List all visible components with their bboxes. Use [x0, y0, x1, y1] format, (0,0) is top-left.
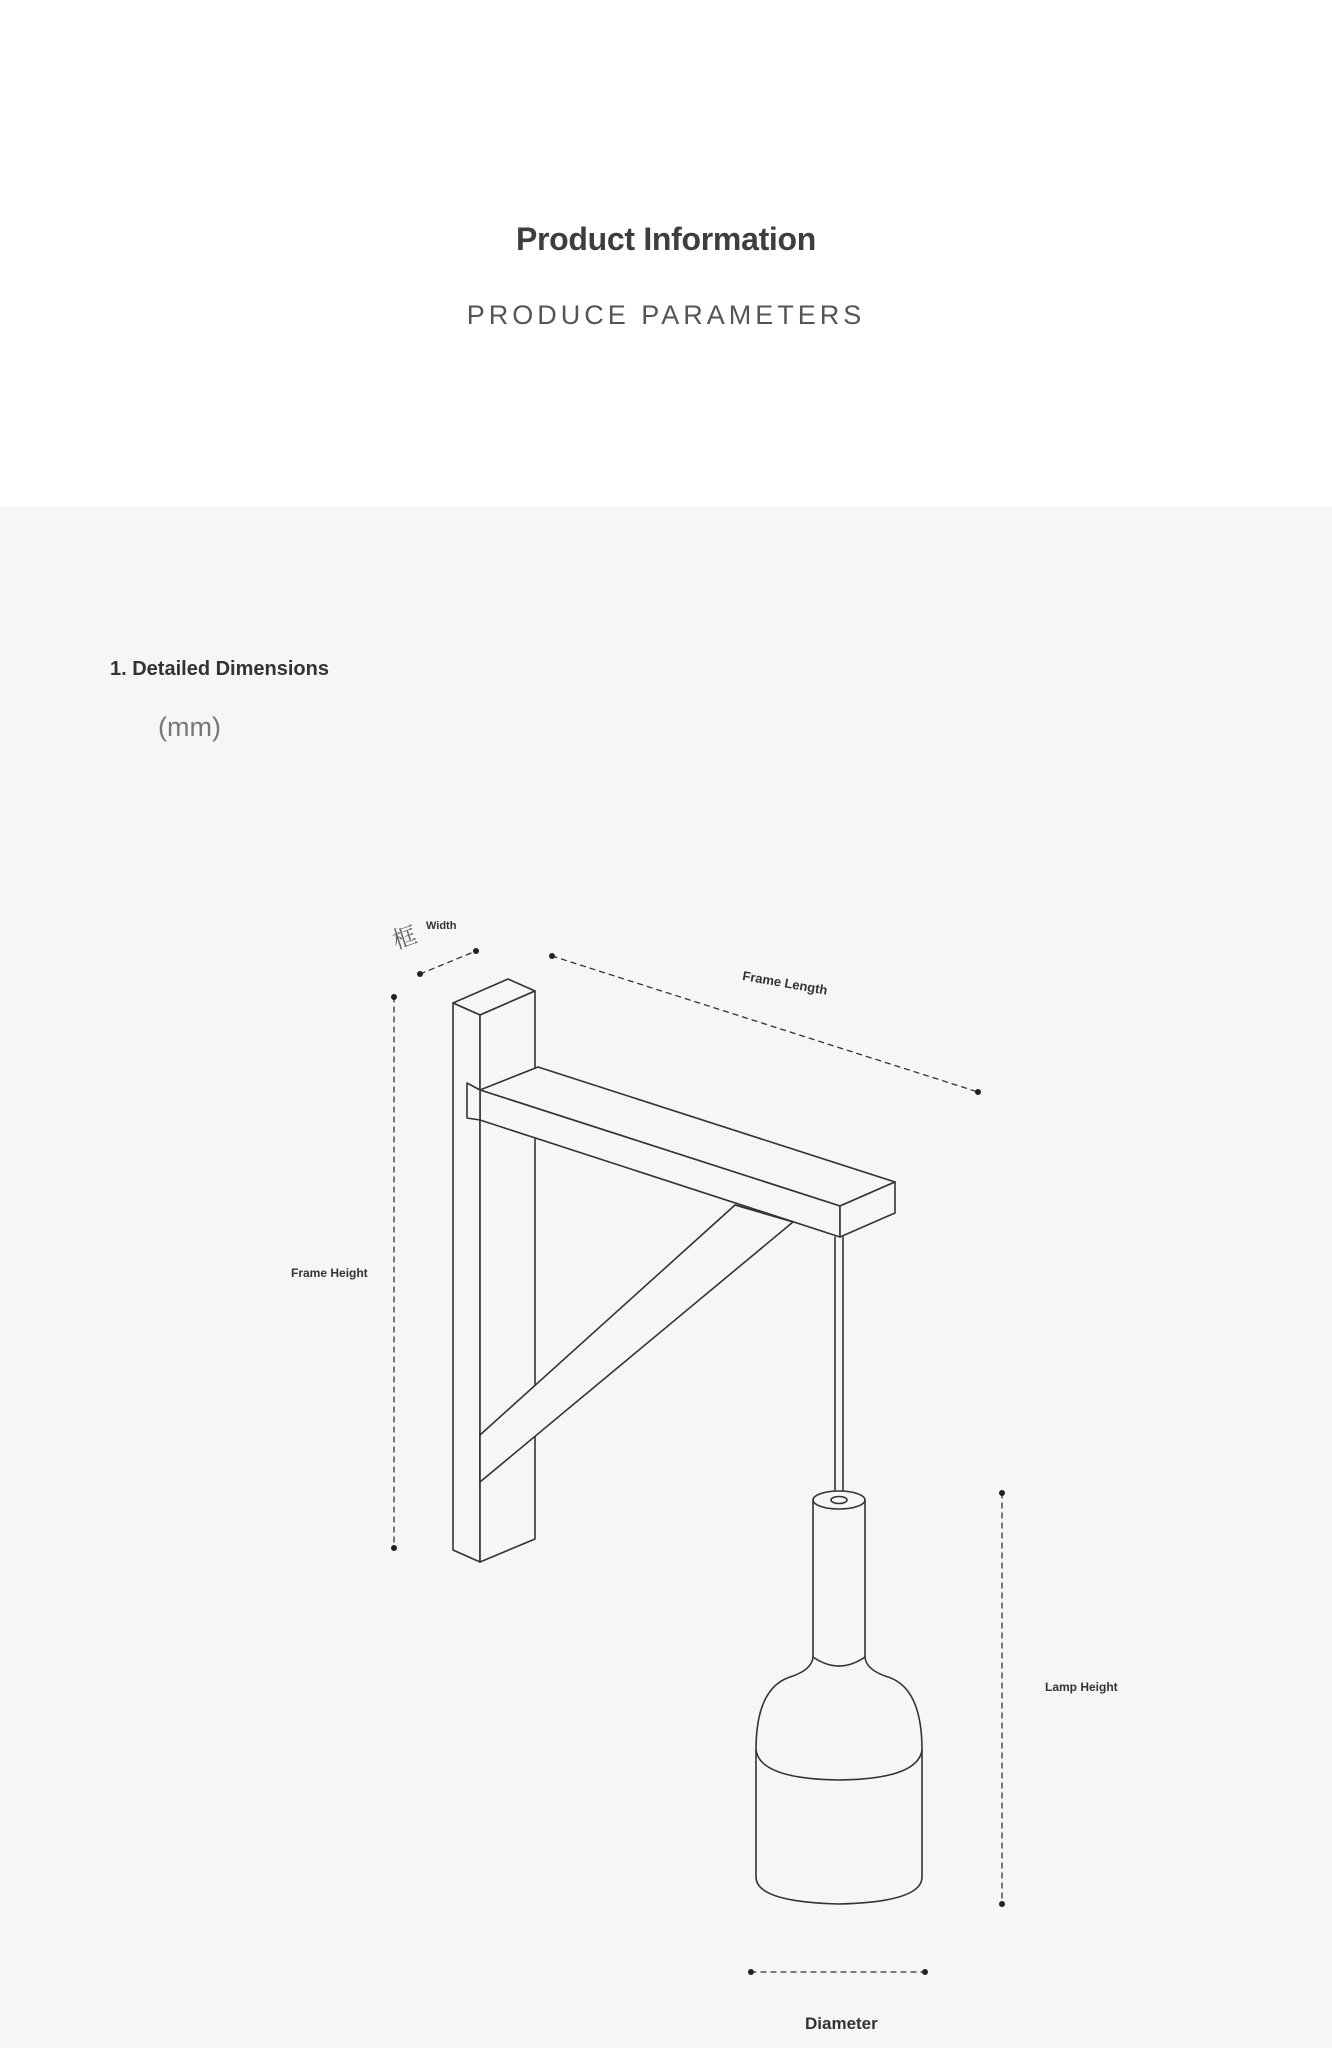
width-label: Width: [426, 920, 457, 932]
lamp-shade: [756, 1491, 922, 1904]
diameter-label: Diameter: [805, 2014, 878, 2033]
width-dimension-line: [420, 951, 476, 974]
page-subtitle: PRODUCE PARAMETERS: [466, 300, 866, 330]
frame-length-label: Frame Length: [741, 968, 829, 998]
frame-height-label: Frame Height: [291, 1266, 368, 1280]
lamp-cord: [835, 1237, 843, 1500]
unit-label: (mm): [158, 712, 221, 742]
frame-post: [453, 979, 535, 1562]
page-title: Product Information: [515, 221, 817, 257]
lamp-height-label: Lamp Height: [1045, 1680, 1118, 1694]
width-mark-glyph: 框: [389, 921, 421, 955]
section-heading: 1. Detailed Dimensions: [110, 658, 329, 680]
